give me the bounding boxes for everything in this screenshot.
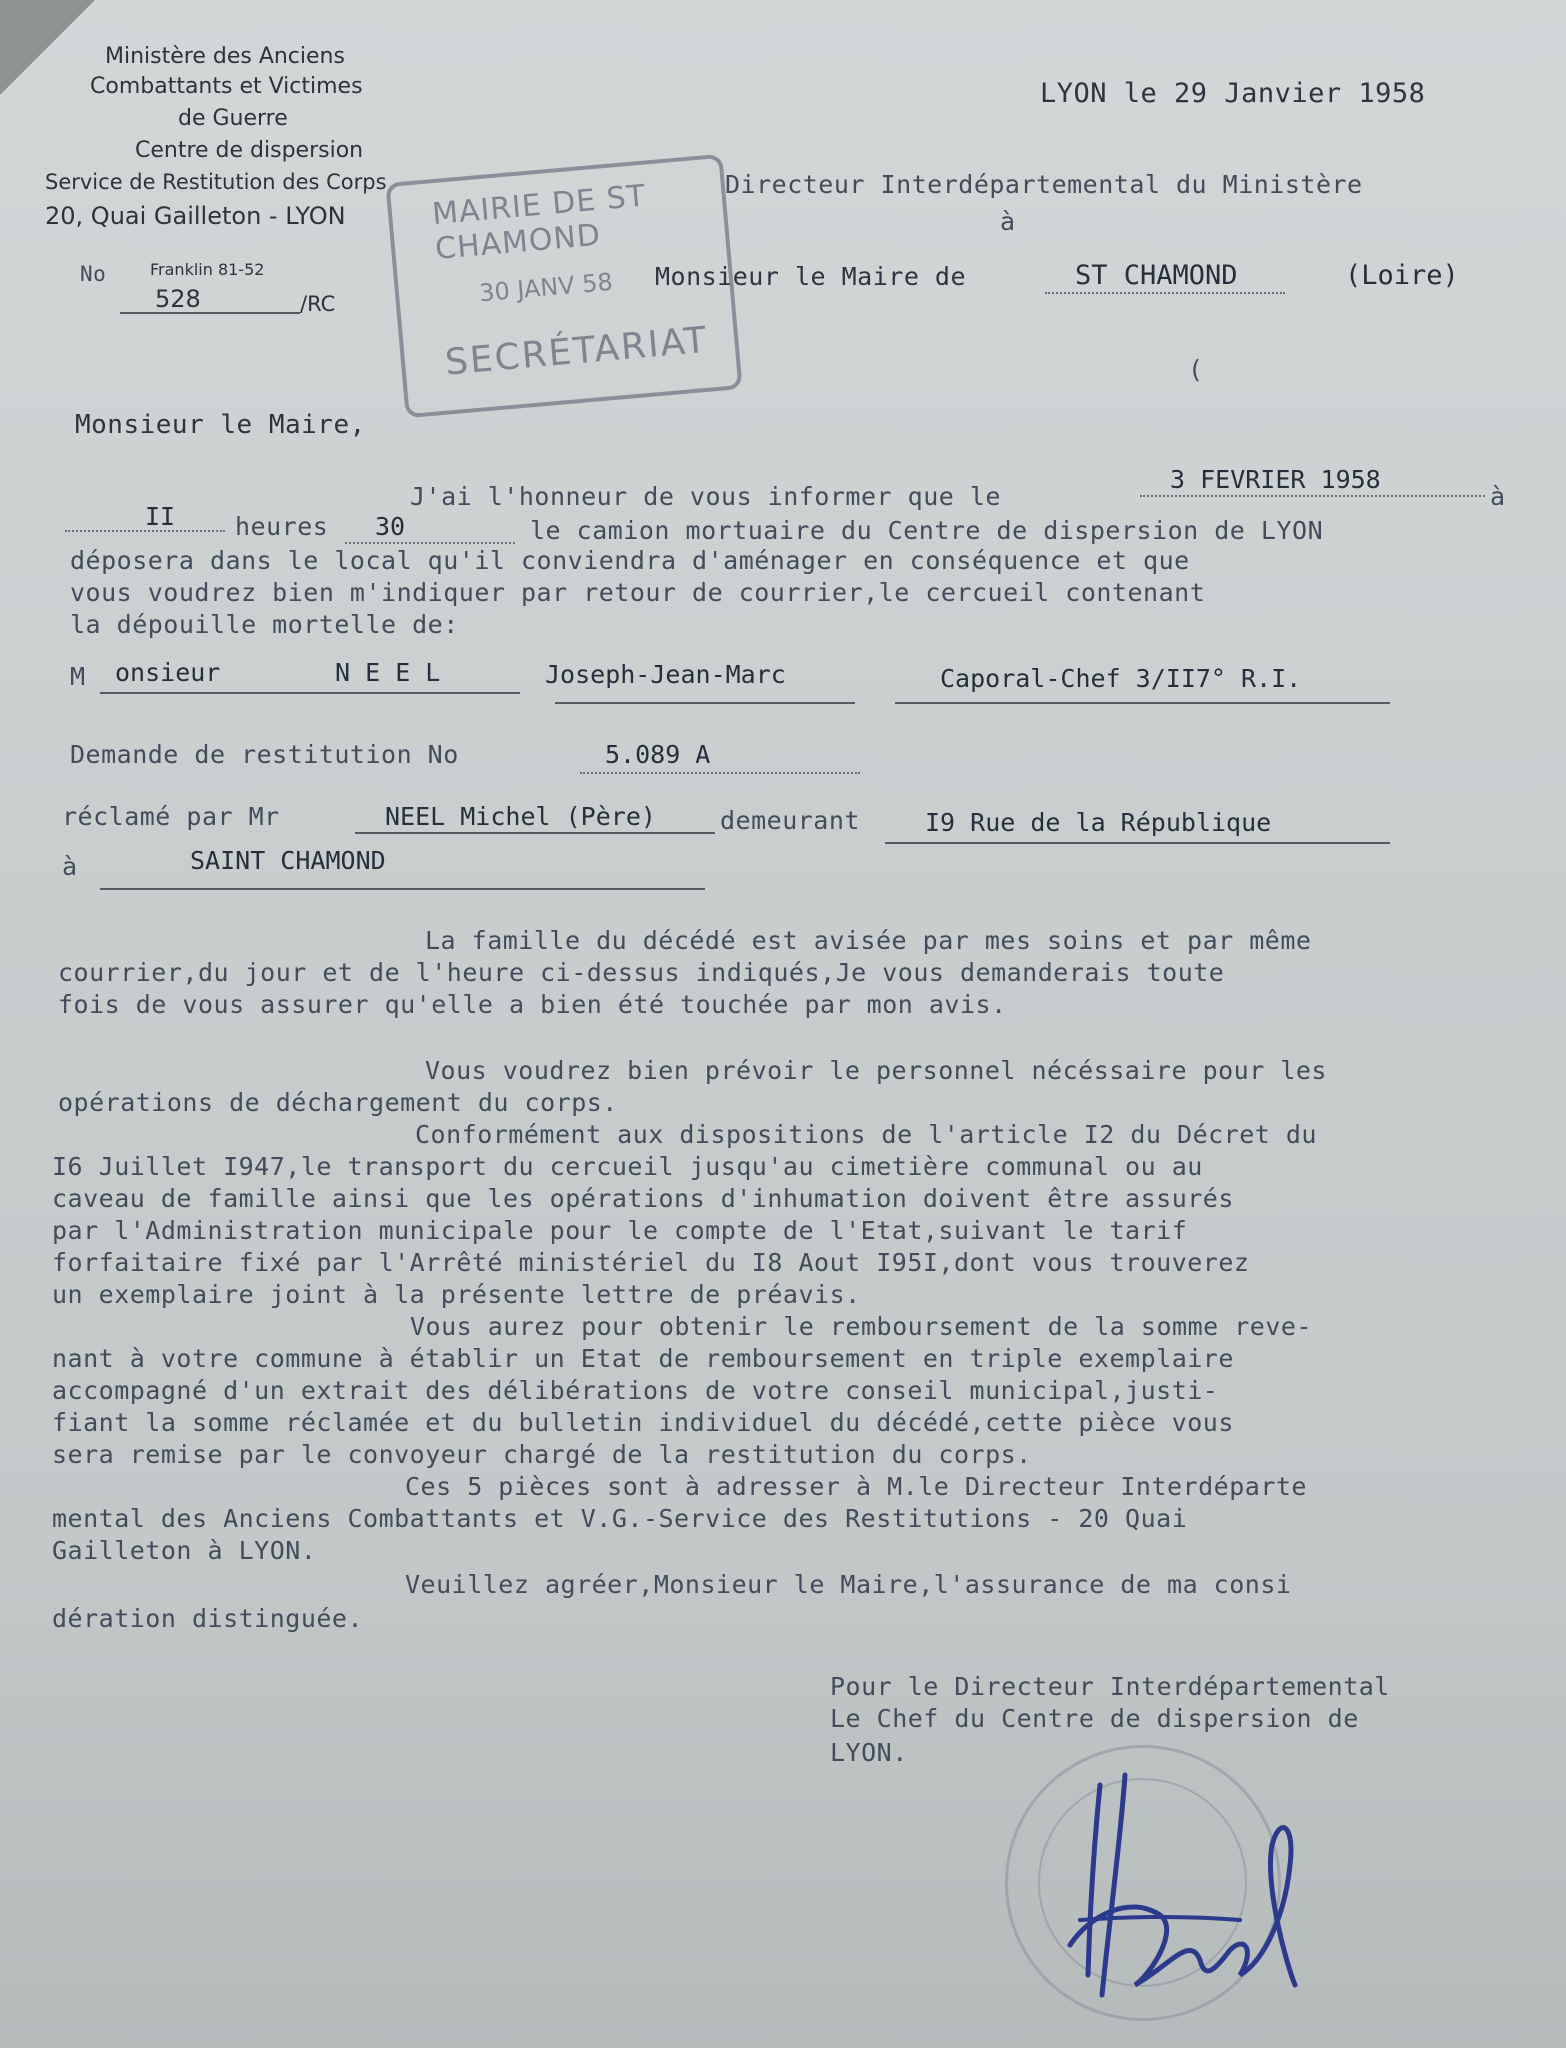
- paragraph-7-line-2: dération distinguée.: [52, 1604, 364, 1633]
- paragraph-1-line-5: la dépouille mortelle de:: [70, 610, 459, 639]
- reference-label: No: [80, 262, 107, 286]
- letterhead-line-1: Ministère des Anciens: [105, 44, 345, 69]
- letterhead-line-2: Combattants et Victimes: [90, 74, 363, 99]
- addressee-city-rule: [1045, 292, 1285, 294]
- paragraph-1-line-1: J'ai l'honneur de vous informer que le: [410, 482, 1001, 511]
- demande-rule: [580, 772, 860, 774]
- paragraph-5-line-1: Vous aurez pour obtenir le remboursement de la somme reve-: [410, 1312, 1312, 1341]
- stamp-top-text: MAIRIE DE ST CHAMOND: [430, 178, 648, 268]
- demande-label: Demande de restitution No: [70, 740, 459, 769]
- name-title: onsieur: [115, 658, 221, 687]
- reference-number: 528: [155, 285, 201, 313]
- mairie-stamp: [385, 154, 742, 419]
- closing-line-1: Pour le Directeur Interdépartemental: [830, 1672, 1390, 1701]
- paragraph-1-line-4: vous voudrez bien m'indiquer par retour de courrier,le cercueil contenant: [70, 578, 1206, 607]
- sender-title: Directeur Interdépartemental du Ministère: [725, 170, 1363, 199]
- delivery-date: 3 FEVRIER 1958: [1170, 465, 1381, 494]
- requester-city: SAINT CHAMOND: [190, 846, 386, 875]
- paragraph-7-line-1: Veuillez agréer,Monsieur le Maire,l'assurance de ma consi: [405, 1570, 1292, 1599]
- phone-number: Franklin 81-52: [150, 260, 265, 279]
- salutation: Monsieur le Maire,: [75, 410, 366, 440]
- delivery-hour-rule: [65, 530, 225, 532]
- paragraph-5-line-5: sera remise par le convoyeur chargé de la restitution du corps.: [52, 1440, 1032, 1469]
- paragraph-3-line-1: Vous voudrez bien prévoir le personnel nécéssaire pour les: [425, 1056, 1327, 1085]
- paragraph-4-line-6: un exemplaire joint à la présente lettre de préavis.: [52, 1280, 861, 1309]
- addressee-city: ST CHAMOND: [1075, 260, 1238, 291]
- requester-name: NEEL Michel (Père): [385, 802, 656, 831]
- deceased-surname: N E E L: [335, 658, 441, 687]
- stamp-bottom-text: SECRÉTARIAT: [443, 319, 710, 384]
- demande-number: 5.089 A: [605, 740, 711, 769]
- delivery-minutes: 30: [375, 512, 406, 541]
- paragraph-5-line-4: fiant la somme réclamée et du bulletin individuel du décédé,cette pièce vous: [52, 1408, 1234, 1437]
- paragraph-6-line-3: Gailleton à LYON.: [52, 1536, 317, 1565]
- requester-rule: [355, 832, 715, 834]
- folded-corner: [0, 0, 95, 95]
- paragraph-6-line-1: Ces 5 pièces sont à adresser à M.le Directeur Interdéparte: [405, 1472, 1307, 1501]
- heures-label: heures: [235, 512, 329, 541]
- addressee-department: (Loire): [1345, 260, 1459, 291]
- reference-suffix: /RC: [300, 292, 336, 316]
- paragraph-4-line-5: forfaitaire fixé par l'Arrêté ministériel du I8 Aout I95I,dont vous trouverez: [52, 1248, 1250, 1277]
- paragraph-2-line-1: La famille du décédé est avisée par mes soins et par même: [425, 926, 1312, 955]
- paragraph-5-line-2: nant à votre commune à établir un Etat de remboursement en triple exemplaire: [52, 1344, 1234, 1373]
- name-prefix: M: [70, 662, 86, 691]
- surname-rule: [100, 692, 520, 694]
- addressee-a: à: [1000, 207, 1016, 236]
- letterhead-line-6: 20, Quai Gailleton - LYON: [45, 202, 346, 230]
- paragraph-4-line-2: I6 Juillet I947,le transport du cercueil jusqu'au cimetière communal ou au: [52, 1152, 1203, 1181]
- demeurant-label: demeurant: [720, 806, 860, 835]
- delivery-minutes-rule: [345, 542, 515, 544]
- letterhead-line-4: Centre de dispersion: [135, 138, 364, 163]
- signature: [1040, 1745, 1340, 2045]
- paragraph-1-a: à: [1490, 482, 1506, 511]
- paragraph-4-line-4: par l'Administration municipale pour le compte de l'Etat,suivant le tarif: [52, 1216, 1188, 1245]
- delivery-hour: II: [145, 502, 176, 531]
- addressee-label: Monsieur le Maire de: [655, 262, 967, 291]
- paragraph-2-line-2: courrier,du jour et de l'heure ci-dessus indiqués,Je vous demanderais toute: [58, 958, 1225, 987]
- closing-line-2: Le Chef du Centre de dispersion de: [830, 1704, 1359, 1733]
- letterhead-line-3: de Guerre: [178, 106, 288, 131]
- paragraph-2-line-3: fois de vous assurer qu'elle a bien été touchée par mon avis.: [58, 990, 1007, 1019]
- stamp-date: 30 JANV 58: [478, 267, 614, 308]
- address-rule: [885, 842, 1390, 844]
- letterhead-line-5: Service de Restitution des Corps: [45, 170, 387, 194]
- reclame-label: réclamé par Mr: [62, 802, 280, 831]
- rank-rule: [895, 702, 1390, 704]
- deceased-first-names: Joseph-Jean-Marc: [545, 660, 786, 689]
- paragraph-4-line-1: Conformément aux dispositions de l'article I2 du Décret du: [415, 1120, 1317, 1149]
- letter-date: LYON le 29 Janvier 1958: [1040, 78, 1426, 109]
- paragraph-3-line-2: opérations de déchargement du corps.: [58, 1088, 618, 1117]
- paragraph-1-line-2: le camion mortuaire du Centre de dispersion de LYON: [530, 516, 1324, 545]
- stray-parenthesis: (: [1188, 355, 1204, 384]
- closing-line-3: LYON.: [830, 1738, 908, 1767]
- city-a-label: à: [62, 852, 78, 881]
- first-names-rule: [555, 702, 855, 704]
- paragraph-5-line-3: accompagné d'un extrait des délibérations de votre conseil municipal,justi-: [52, 1376, 1219, 1405]
- reference-rule: [120, 312, 300, 314]
- requester-address: I9 Rue de la République: [925, 808, 1272, 837]
- delivery-date-rule: [1140, 495, 1485, 497]
- city-rule: [100, 888, 705, 890]
- paragraph-4-line-3: caveau de famille ainsi que les opérations d'inhumation doivent être assurés: [52, 1184, 1234, 1213]
- paragraph-1-line-3: déposera dans le local qu'il conviendra d'aménager en conséquence et que: [70, 546, 1190, 575]
- paragraph-6-line-2: mental des Anciens Combattants et V.G.-Service des Restitutions - 20 Quai: [52, 1504, 1188, 1533]
- deceased-rank: Caporal-Chef 3/II7° R.I.: [940, 664, 1302, 693]
